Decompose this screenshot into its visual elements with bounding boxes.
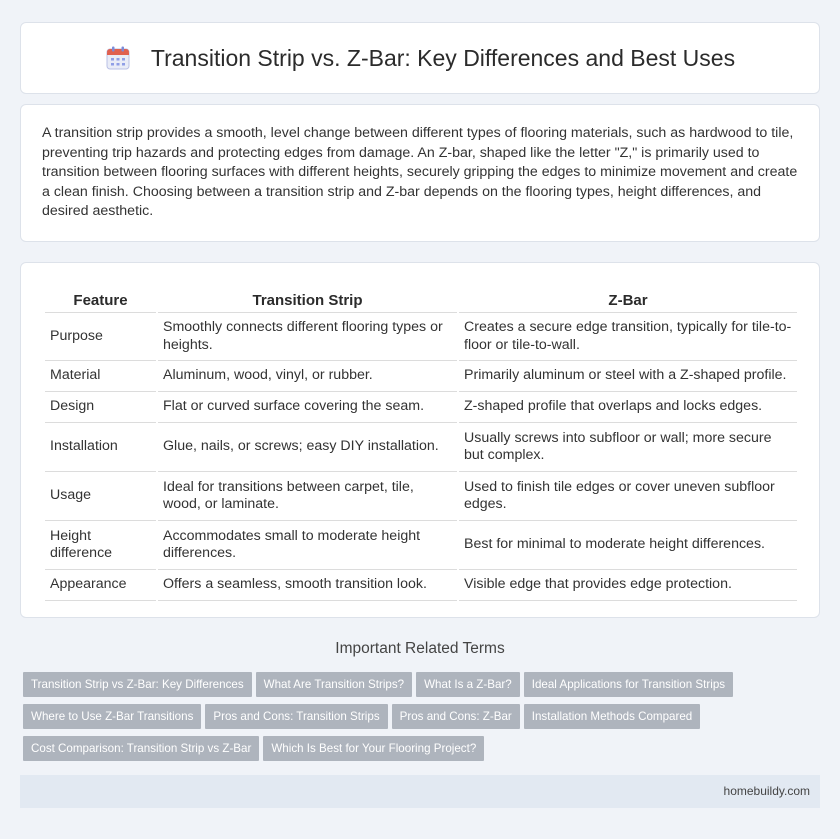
header-feature: Feature: [45, 285, 156, 313]
header-z-bar: Z-Bar: [459, 285, 797, 313]
related-tag-link[interactable]: Transition Strip vs Z-Bar: Key Differences: [23, 672, 252, 697]
related-tag-link[interactable]: Where to Use Z-Bar Transitions: [23, 704, 201, 729]
transition-strip-cell: Accommodates small to moderate height differences.: [158, 521, 457, 570]
related-tag-link[interactable]: Installation Methods Compared: [524, 704, 700, 729]
page-title: [105, 45, 735, 72]
z-bar-cell: Primarily aluminum or steel with a Z-shaped profile.: [459, 361, 797, 392]
related-terms-section: [0, 640, 840, 658]
feature-cell: Usage: [45, 472, 156, 521]
table-row: [45, 521, 797, 570]
transition-strip-cell: Ideal for transitions between carpet, tile, wood, or laminate.: [158, 472, 457, 521]
calendar-icon: [105, 45, 131, 71]
page-title-text: Transition Strip vs. Z-Bar: Key Differences and Best Uses: [150, 44, 736, 71]
transition-strip-cell: Flat or curved surface covering the seam.: [158, 392, 457, 423]
z-bar-cell: Used to finish tile edges or cover uneven subfloor edges.: [459, 472, 797, 521]
z-bar-cell: Best for minimal to moderate height differences.: [459, 521, 797, 570]
intro-card: [20, 104, 820, 242]
table-row: [45, 423, 797, 472]
related-terms-title: Important Related Terms: [335, 640, 505, 657]
related-tag-link[interactable]: Pros and Cons: Transition Strips: [205, 704, 387, 729]
table-row: [45, 313, 797, 361]
z-bar-cell: Visible edge that provides edge protection.: [459, 570, 797, 601]
footer-site[interactable]: homebuildy.com: [723, 784, 810, 798]
comparison-table-card: [20, 262, 820, 618]
title-card: [20, 22, 820, 94]
intro-paragraph: A transition strip provides a smooth, level change between different types of flooring materials, such as hardwood to tile, preventing trip hazards and protecting edges from damage. An Z-bar, shaped like the letter "Z," is primarily used to transition between flooring surfaces with different heights, securely gripping the edges to minimize movement and create a clean finish. Choosing between a transition strip and Z-bar depends on the flooring types, height differences, and desired aesthetic.: [42, 125, 798, 220]
table-header-row: [45, 285, 797, 313]
z-bar-cell: Creates a secure edge transition, typically for tile-to-floor or tile-to-wall.: [459, 313, 797, 361]
related-tag-link[interactable]: Which Is Best for Your Flooring Project?: [263, 736, 484, 761]
transition-strip-cell: Glue, nails, or screws; easy DIY installation.: [158, 423, 457, 472]
feature-cell: Design: [45, 392, 156, 423]
transition-strip-cell: Smoothly connects different flooring types or heights.: [158, 313, 457, 361]
table-row: [45, 392, 797, 423]
related-tag-link[interactable]: Cost Comparison: Transition Strip vs Z-Bar: [23, 736, 259, 761]
table-row: [45, 472, 797, 521]
related-tag-link[interactable]: What Is a Z-Bar?: [416, 672, 520, 697]
related-tag-link[interactable]: What Are Transition Strips?: [256, 672, 412, 697]
footer: [20, 775, 820, 808]
comparison-table: [43, 285, 799, 601]
table-row: [45, 570, 797, 601]
feature-cell: Installation: [45, 423, 156, 472]
related-tags: [23, 672, 823, 768]
feature-cell: Purpose: [45, 313, 156, 361]
z-bar-cell: Z-shaped profile that overlaps and locks edges.: [459, 392, 797, 423]
header-transition-strip: Transition Strip: [158, 285, 457, 313]
related-tag-link[interactable]: Pros and Cons: Z-Bar: [392, 704, 520, 729]
feature-cell: Height difference: [45, 521, 156, 570]
related-tag-link[interactable]: Ideal Applications for Transition Strips: [524, 672, 733, 697]
feature-cell: Material: [45, 361, 156, 392]
feature-cell: Appearance: [45, 570, 156, 601]
transition-strip-cell: Aluminum, wood, vinyl, or rubber.: [158, 361, 457, 392]
z-bar-cell: Usually screws into subfloor or wall; more secure but complex.: [459, 423, 797, 472]
transition-strip-cell: Offers a seamless, smooth transition look.: [158, 570, 457, 601]
table-row: [45, 361, 797, 392]
